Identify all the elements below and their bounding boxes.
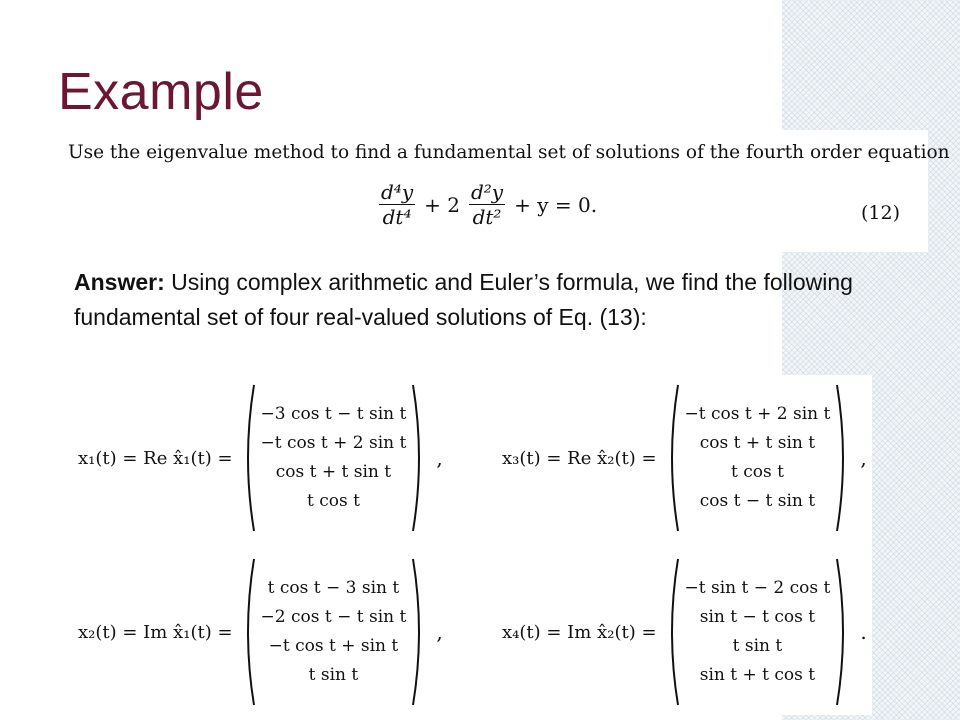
equation-number: (12) (860, 202, 900, 224)
fraction-denominator: dt² (472, 205, 502, 229)
vector-entry: t cos t − 3 sin t (267, 578, 400, 598)
solution-lhs: x₁(t) = Re x̂₁(t) = (78, 447, 233, 469)
vector-entry: cos t + t sin t (275, 462, 392, 482)
solutions-box (58, 375, 872, 715)
vector-entry: cos t + t sin t (699, 433, 816, 453)
solution-vector (239, 383, 429, 533)
vector-entry: t cos t (730, 462, 784, 482)
fraction-numerator: d⁴y (381, 180, 414, 204)
solution-lhs: x₄(t) = Im x̂₂(t) = (502, 621, 657, 643)
fourth-derivative-fraction (379, 180, 415, 229)
left-paren-icon (239, 383, 257, 533)
vector-entry: −3 cos t − t sin t (260, 404, 407, 424)
vector-entry: t cos t (306, 491, 360, 511)
vector-entry: −t cos t + 2 sin t (260, 433, 407, 453)
second-derivative-fraction (469, 180, 505, 229)
vector-entry: sin t − t cos t (699, 607, 816, 627)
fraction-numerator: d²y (470, 180, 504, 204)
vector-entry: cos t − t sin t (699, 491, 816, 511)
solution-x2 (78, 557, 443, 707)
solution-x3 (502, 383, 867, 533)
fraction-denominator: dt⁴ (382, 205, 412, 229)
solution-x1 (78, 383, 443, 533)
equation-rest: + y = 0. (514, 192, 598, 217)
solution-lhs: x₂(t) = Im x̂₁(t) = (78, 621, 233, 643)
vector-entry: −t cos t + sin t (268, 636, 399, 656)
slide-title: Example (58, 63, 264, 121)
solution-vector (239, 557, 429, 707)
solution-lhs: x₃(t) = Re x̂₂(t) = (502, 447, 657, 469)
vector-entry: −t sin t − 2 cos t (684, 578, 831, 598)
right-paren-icon (410, 557, 428, 707)
punctuation: , (436, 446, 443, 470)
right-paren-icon (410, 383, 428, 533)
problem-statement: Use the eigenvalue method to find a fundamental set of solutions of the fourth order equation (68, 142, 950, 163)
vector-entry: sin t + t cos t (699, 665, 816, 685)
solution-vector (663, 383, 853, 533)
solution-x4 (502, 557, 867, 707)
answer-text: Using complex arithmetic and Euler’s formula, we find the following fundamental set of four real-valued solutions of Eq. (13): (74, 269, 853, 330)
vector-entry: −t cos t + 2 sin t (684, 404, 831, 424)
left-paren-icon (239, 557, 257, 707)
right-paren-icon (834, 557, 852, 707)
solution-vector (663, 557, 853, 707)
left-paren-icon (663, 557, 681, 707)
differential-equation (376, 180, 603, 229)
punctuation: , (860, 446, 867, 470)
vector-entry: t sin t (732, 636, 783, 656)
equation-operator: + 2 (424, 192, 460, 217)
vector-entry: −2 cos t − t sin t (260, 607, 407, 627)
answer-paragraph (74, 265, 874, 335)
punctuation: . (860, 620, 867, 644)
answer-label: Answer: (74, 269, 165, 295)
right-paren-icon (834, 383, 852, 533)
vector-entry: t sin t (308, 665, 359, 685)
punctuation: , (436, 620, 443, 644)
left-paren-icon (663, 383, 681, 533)
problem-box (58, 130, 950, 252)
